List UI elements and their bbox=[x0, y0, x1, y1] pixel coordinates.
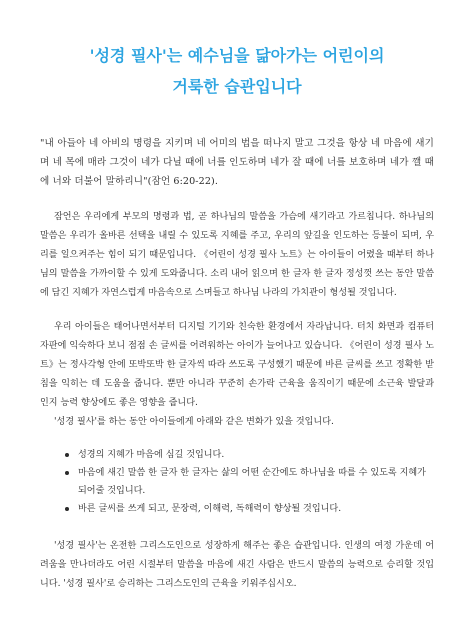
body-paragraph-1: 잠언은 우리에게 부모의 명령과 법, 곧 하나님의 말씀을 가슴에 새기라고 가르칩니다. 하나님의 말씀은 우리가 올바른 선택을 내릴 수 있도록 지혜를 주고, 우리의 앞길을 인도하는 등불이 되며, 우리를 일으켜주는 힘이 되기 때문입니다. 《어린이 성경 필사 노트》는 아이들이 어렸을 때부터 하나님의 말씀을 가까이할 수 있게 도와줍니다. 소리 내어 읽으며 한 글자 한 글자 정성껏 쓰는 동안 말씀에 담긴 지혜가 자연스럽게 마음속으로 스며들고 하나님 나라의 가치관이 형성될 것입니다. bbox=[40, 212, 434, 298]
list-item: 성경의 지혜가 마음에 심길 것입니다. bbox=[64, 446, 434, 464]
body-paragraph-2: 우리 아이들은 태어나면서부터 디지털 기기와 친숙한 환경에서 자라납니다. 터치 화면과 컴퓨터 자판에 익숙하다 보니 점점 손 글씨를 어려워하는 아이가 늘어나고 있습니다. 《어린이 성경 필사 노트》는 정사각형 안에 또박또박 한 글자씩 따라 쓰도록 구성했기 때문에 바른 글씨를 쓰고 정확한 받침을 익히는 데 도움을 줍니다. 뿐만 아니라 꾸준히 손가락 근육을 움직이기 때문에 소근육 발달과 인지 능력 향상에도 좋은 영향을 줍니다. bbox=[40, 322, 434, 408]
list-item: 바른 글씨를 쓰게 되고, 문장력, 이해력, 독해력이 향상될 것입니다. bbox=[64, 500, 434, 518]
bible-verse-quote: "내 아들아 네 아비의 명령을 지키며 네 어미의 법을 떠나지 말고 그것을 항상 네 마음에 새기며 네 목에 매라 그것이 네가 다닐 때에 너를 인도하며 네가 잘 때에 너를 보호하며 네가 깰 때에 너와 더불어 말하리니"(잠언 6:20-22). bbox=[40, 138, 434, 187]
title-line-2: 거룩한 습관입니다 bbox=[172, 77, 302, 96]
title-block bbox=[40, 0, 434, 101]
body-paragraph-3: '성경 필사'를 하는 동안 아이들에게 아래와 같은 변화가 있을 것입니다. bbox=[54, 417, 334, 427]
list-item: 마음에 새긴 말씀 한 글자 한 글자는 삶의 어떤 순간에도 하나님을 따를 수 있도록 지혜가 되어줄 것입니다. bbox=[64, 464, 434, 500]
title-line-1: '성경 필사'는 예수님을 닮아가는 어린이의 bbox=[89, 46, 385, 65]
benefits-list bbox=[40, 446, 434, 518]
closing-paragraph: '성경 필사'는 온전한 그리스도인으로 성장하게 해주는 좋은 습관입니다. 인생의 여정 가운데 어려움을 만나더라도 어린 시절부터 말씀을 마음에 새긴 사람은 반드시 말씀의 능력으로 승리할 것입니다. '성경 필사'로 승리하는 그리스도인의 근육을 키워주십시오. bbox=[40, 541, 434, 589]
